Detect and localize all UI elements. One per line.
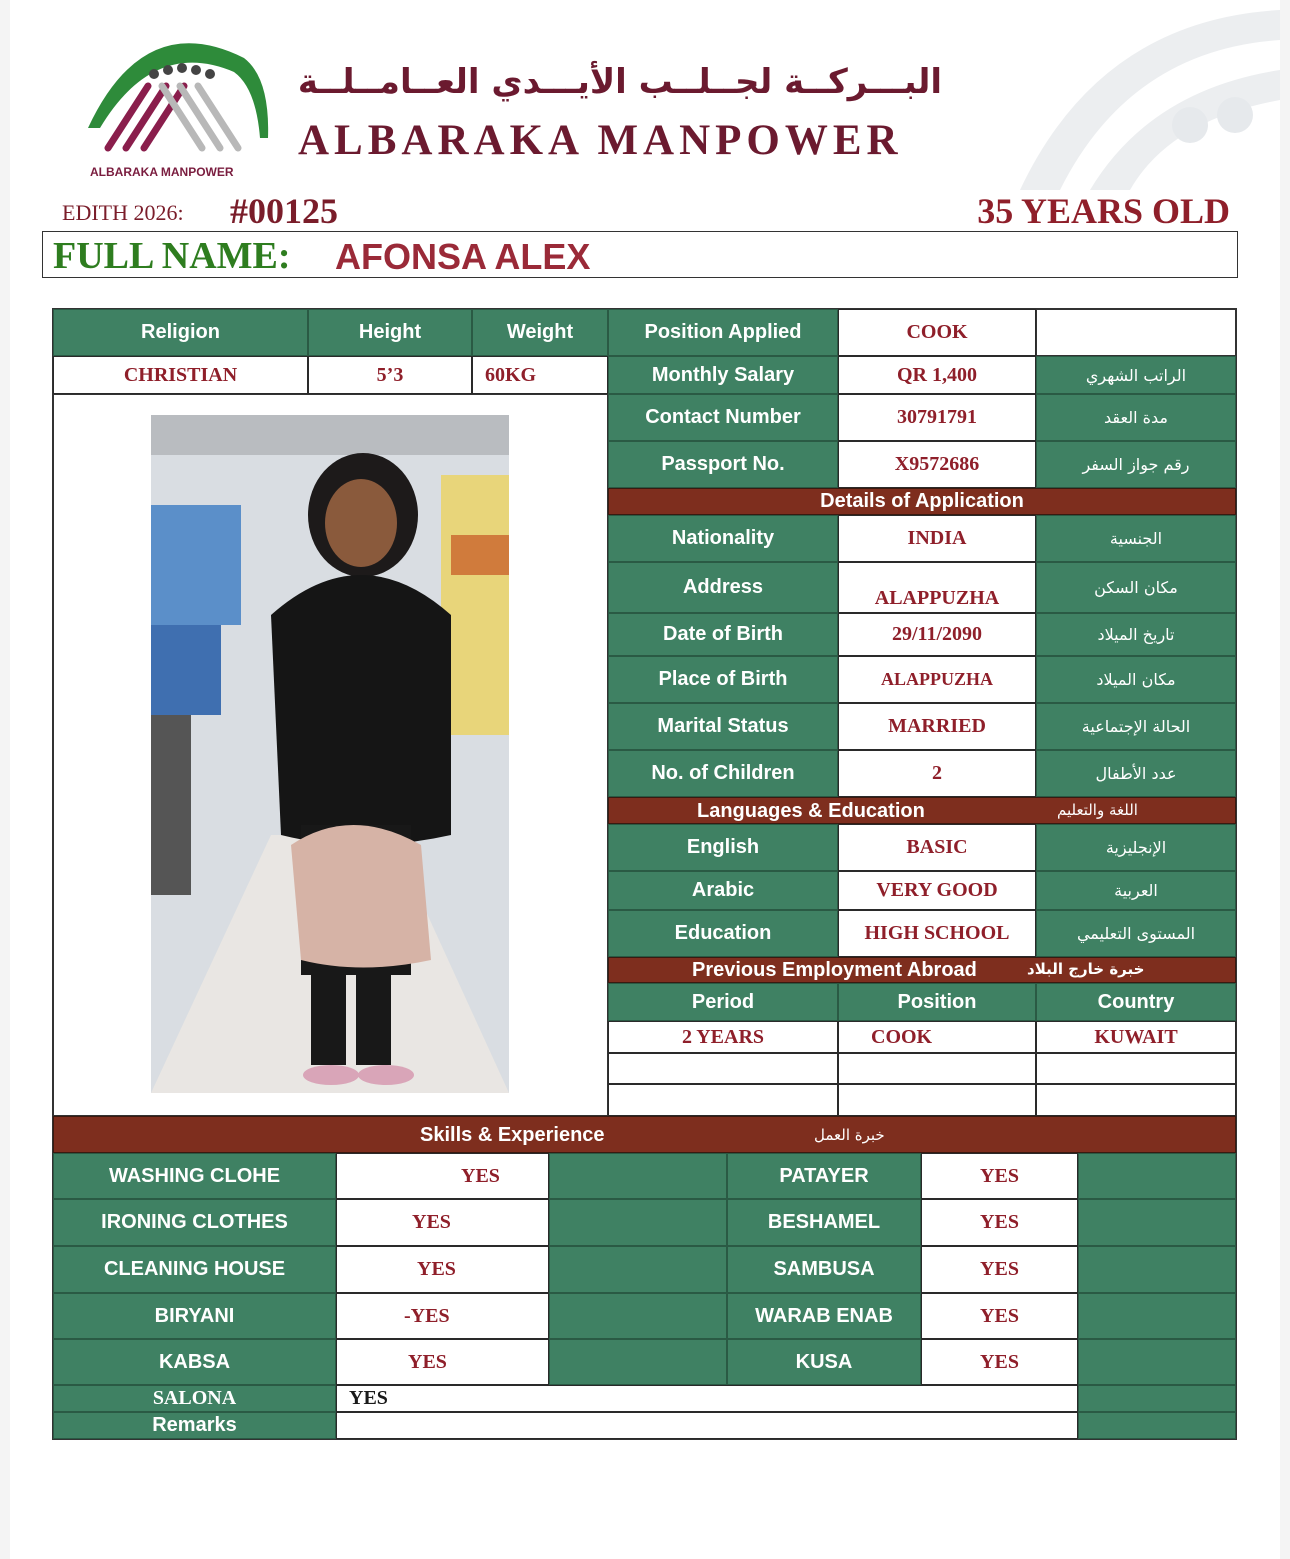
employment-position-1: COOK [838, 1021, 1036, 1053]
languages-title-text: Languages & Education [697, 800, 925, 822]
height-header: Height [308, 309, 472, 356]
passport-value: X9572686 [838, 441, 1036, 488]
skill-kabsa-value: YES [336, 1339, 549, 1385]
position-applied-arabic [1036, 309, 1236, 356]
skill-sambusa-extra [1078, 1246, 1236, 1293]
english-arabic: الإنجليزية [1036, 824, 1236, 871]
employment-country-3 [1036, 1084, 1236, 1116]
religion-header: Religion [53, 309, 308, 356]
skill-biryani-value: -YES [336, 1293, 549, 1339]
employment-title-arabic: خبرة خارج البلاد [1027, 960, 1145, 978]
monthly-salary-value: QR 1,400 [838, 356, 1036, 394]
monthly-salary-arabic: الراتب الشهري [1036, 356, 1236, 394]
skill-patayer-label: PATAYER [727, 1153, 921, 1199]
company-name-arabic: البـــركــة لجــلــب الأيـــدي العــامــلــة [297, 62, 943, 102]
skill-patayer-value: YES [921, 1153, 1078, 1199]
skills-title-arabic: خبرة العمل [814, 1126, 885, 1144]
skill-sambusa-label: SAMBUSA [727, 1246, 921, 1293]
country-header: Country [1036, 983, 1236, 1021]
salona-label: SALONA [53, 1385, 336, 1412]
arabic-value: VERY GOOD [838, 871, 1036, 910]
employment-position-2 [838, 1053, 1036, 1084]
weight-value: 60KG [472, 356, 608, 394]
edition-label: EDITH 2026: [62, 200, 184, 225]
address-value: ALAPPUZHA [838, 562, 1036, 613]
position-applied-value: COOK [838, 309, 1036, 356]
nationality-value: INDIA [838, 515, 1036, 562]
contact-number-value: 30791791 [838, 394, 1036, 441]
employment-country-1: KUWAIT [1036, 1021, 1236, 1053]
skill-warab-enab-value: YES [921, 1293, 1078, 1339]
address-label: Address [608, 562, 838, 613]
skill-beshamel-extra [1078, 1199, 1236, 1246]
skill-beshamel-label: BESHAMEL [727, 1199, 921, 1246]
contact-number-arabic: مدة العقد [1036, 394, 1236, 441]
skill-kabsa-extra [549, 1339, 727, 1385]
skill-cleaning-value: YES [336, 1246, 549, 1293]
weight-header: Weight [472, 309, 608, 356]
skills-section-title [53, 1116, 1236, 1153]
nationality-label: Nationality [608, 515, 838, 562]
height-value: 5’3 [308, 356, 472, 394]
marital-status-value: MARRIED [838, 703, 1036, 750]
details-section-title: Details of Application [608, 488, 1236, 515]
passport-arabic: رقم جواز السفر [1036, 441, 1236, 488]
place-of-birth-arabic: مكان الميلاد [1036, 656, 1236, 703]
skill-washing-value: YES [336, 1153, 549, 1199]
place-of-birth-label: Place of Birth [608, 656, 838, 703]
children-value: 2 [838, 750, 1036, 797]
nationality-arabic: الجنسية [1036, 515, 1236, 562]
employment-country-2 [1036, 1053, 1236, 1084]
full-name-box [42, 231, 1238, 278]
employment-position-3 [838, 1084, 1036, 1116]
skill-sambusa-value: YES [921, 1246, 1078, 1293]
employment-section-title [608, 957, 1236, 983]
skill-ironing-value: YES [336, 1199, 549, 1246]
english-value: BASIC [838, 824, 1036, 871]
skills-title-text: Skills & Experience [420, 1124, 605, 1146]
remarks-value [336, 1412, 1078, 1439]
skill-kusa-extra [1078, 1339, 1236, 1385]
dob-label: Date of Birth [608, 613, 838, 656]
skill-kabsa-label: KABSA [53, 1339, 336, 1385]
position-applied-label: Position Applied [608, 309, 838, 356]
employment-period-2 [608, 1053, 838, 1084]
skill-ironing-label: IRONING CLOTHES [53, 1199, 336, 1246]
languages-title-arabic: اللغة والتعليم [1057, 801, 1138, 819]
salona-extra [1078, 1385, 1236, 1412]
skill-warab-enab-label: WARAB ENAB [727, 1293, 921, 1339]
logo-caption: ALBARAKA MANPOWER [90, 165, 234, 179]
full-name-label: FULL NAME: [53, 235, 291, 277]
marital-status-arabic: الحالة الإجتماعية [1036, 703, 1236, 750]
remarks-extra [1078, 1412, 1236, 1439]
company-logo-icon [84, 28, 274, 163]
application-sheet [10, 0, 1280, 1559]
skill-beshamel-value: YES [921, 1199, 1078, 1246]
english-label: English [608, 824, 838, 871]
period-header: Period [608, 983, 838, 1021]
dob-value: 29/11/2090 [838, 613, 1036, 656]
monthly-salary-label: Monthly Salary [608, 356, 838, 394]
full-name-value: AFONSA ALEX [335, 236, 591, 277]
skill-biryani-extra [549, 1293, 727, 1339]
address-arabic: مكان السكن [1036, 562, 1236, 613]
education-value: HIGH SCHOOL [838, 910, 1036, 957]
marital-status-label: Marital Status [608, 703, 838, 750]
remarks-label: Remarks [53, 1412, 336, 1439]
arabic-label: Arabic [608, 871, 838, 910]
skill-cleaning-label: CLEANING HOUSE [53, 1246, 336, 1293]
contact-number-label: Contact Number [608, 394, 838, 441]
applicant-photo [151, 415, 509, 1093]
reference-number: #00125 [230, 191, 338, 231]
skill-kusa-label: KUSA [727, 1339, 921, 1385]
age: 35 YEARS OLD [977, 191, 1230, 231]
employment-period-3 [608, 1084, 838, 1116]
employment-period-1: 2 YEARS [608, 1021, 838, 1053]
skill-cleaning-extra [549, 1246, 727, 1293]
skill-washing-label: WASHING CLOHE [53, 1153, 336, 1199]
dob-arabic: تاريخ الميلاد [1036, 613, 1236, 656]
skill-warab-enab-extra [1078, 1293, 1236, 1339]
children-label: No. of Children [608, 750, 838, 797]
passport-label: Passport No. [608, 441, 838, 488]
skill-patayer-extra [1078, 1153, 1236, 1199]
education-arabic: المستوى التعليمي [1036, 910, 1236, 957]
position-header: Position [838, 983, 1036, 1021]
education-label: Education [608, 910, 838, 957]
watermark-logo [980, 0, 1280, 190]
employment-title-text: Previous Employment Abroad [692, 959, 977, 981]
children-arabic: عدد الأطفال [1036, 750, 1236, 797]
skill-biryani-label: BIRYANI [53, 1293, 336, 1339]
company-name-english: ALBARAKA MANPOWER [298, 117, 903, 164]
arabic-arabic: العربية [1036, 871, 1236, 910]
salona-value: YES [336, 1385, 1078, 1412]
skill-kusa-value: YES [921, 1339, 1078, 1385]
skill-ironing-extra [549, 1199, 727, 1246]
skill-washing-extra [549, 1153, 727, 1199]
religion-value: CHRISTIAN [53, 356, 308, 394]
languages-section-title [608, 797, 1236, 824]
place-of-birth-value: ALAPPUZHA [838, 656, 1036, 703]
